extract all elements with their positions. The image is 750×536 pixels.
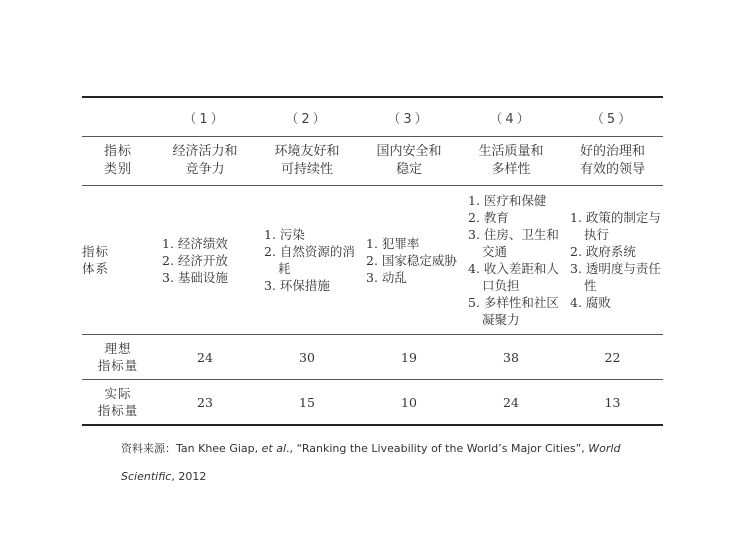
indicator-item: 1. 医疗和保健 xyxy=(468,193,547,208)
corner-cell xyxy=(82,97,154,137)
actual-value: 13 xyxy=(604,394,621,410)
source-author: Tan Khee Giap, xyxy=(176,442,262,455)
category-cell: 经济活力和 竞争力 xyxy=(154,137,256,186)
actual-value: 10 xyxy=(401,394,417,410)
indicator-item: 3. 环保措施 xyxy=(264,278,330,293)
indicator-cell xyxy=(460,186,562,335)
indicator-system-row xyxy=(82,186,663,335)
indicator-item: 2. 经济开放 xyxy=(162,252,228,268)
indicator-item: 1. 污染 xyxy=(264,227,305,242)
ideal-value: 24 xyxy=(154,335,256,380)
source-year: , 2012 xyxy=(171,470,207,483)
indicator-cell xyxy=(562,186,663,335)
indicator-cell xyxy=(154,186,256,335)
indicator-item: 3. 透明度与责任性 xyxy=(570,261,661,293)
indicator-item: 2. 国家稳定威胁 xyxy=(366,252,457,268)
ideal-value: 38 xyxy=(460,335,562,380)
indicator-item: 5. 多样性和社区凝聚力 xyxy=(468,295,559,327)
actual-value: 15 xyxy=(299,394,315,410)
column-number: （3） xyxy=(358,97,460,137)
category-cell: 环境友好和 可持续性 xyxy=(256,137,358,186)
row-label-category: 指标 类别 xyxy=(82,137,154,186)
indicator-item: 1. 犯罪率 xyxy=(366,235,420,251)
ideal-indicator-count-row xyxy=(82,335,663,380)
category-cell: 国内安全和 稳定 xyxy=(358,137,460,186)
indicator-item: 3. 基础设施 xyxy=(162,269,228,285)
category-cell: 好的治理和 有效的领导 xyxy=(562,137,663,186)
source-journal: World xyxy=(588,442,621,455)
ideal-value: 30 xyxy=(256,335,358,380)
indicator-item: 4. 收入差距和人口负担 xyxy=(468,261,559,293)
indicator-cell xyxy=(256,186,358,335)
source-journal-cont: Scientific xyxy=(121,470,172,483)
actual-value: 23 xyxy=(197,394,213,410)
indicator-item: 2. 自然资源的消耗 xyxy=(264,244,355,276)
column-number: （1） xyxy=(154,97,256,137)
source-citation xyxy=(121,440,661,456)
column-number-row xyxy=(82,97,663,137)
indicator-list xyxy=(358,235,460,286)
indicator-item: 3. 动乱 xyxy=(366,269,407,285)
row-label-indicator-system: 指标 体系 xyxy=(82,186,154,335)
source-title: ., “Ranking the Liveability of the World’s Major Cities”, xyxy=(286,442,589,455)
indicator-item: 1. 经济绩效 xyxy=(162,235,228,251)
ideal-value: 19 xyxy=(358,335,460,380)
indicator-list xyxy=(154,235,256,286)
column-number: （5） xyxy=(562,97,663,137)
category-cell: 生活质量和 多样性 xyxy=(460,137,562,186)
row-label-actual: 实际 指标量 xyxy=(97,386,139,418)
source-prefix: 资料来源： xyxy=(121,442,176,455)
column-number: （4） xyxy=(460,97,562,137)
ideal-value: 22 xyxy=(562,335,663,380)
indicator-item: 2. 政府系统 xyxy=(570,244,636,259)
source-citation-continued xyxy=(121,470,661,483)
indicator-item: 3. 住房、卫生和交通 xyxy=(468,227,559,259)
row-label-ideal: 理想 指标量 xyxy=(82,335,154,380)
source-etal: et al xyxy=(261,442,286,455)
indicator-item: 1. 政策的制定与执行 xyxy=(570,210,661,242)
indicator-cell xyxy=(358,186,460,335)
indicator-list xyxy=(562,209,663,311)
indicator-list xyxy=(256,226,358,294)
category-row xyxy=(82,137,663,186)
actual-value: 24 xyxy=(503,394,519,410)
liveability-index-table xyxy=(82,96,663,426)
actual-indicator-count-row xyxy=(82,380,663,426)
indicator-list xyxy=(460,192,562,328)
indicator-item: 4. 腐败 xyxy=(570,295,611,310)
column-number: （2） xyxy=(256,97,358,137)
indicator-item: 2. 教育 xyxy=(468,210,509,225)
